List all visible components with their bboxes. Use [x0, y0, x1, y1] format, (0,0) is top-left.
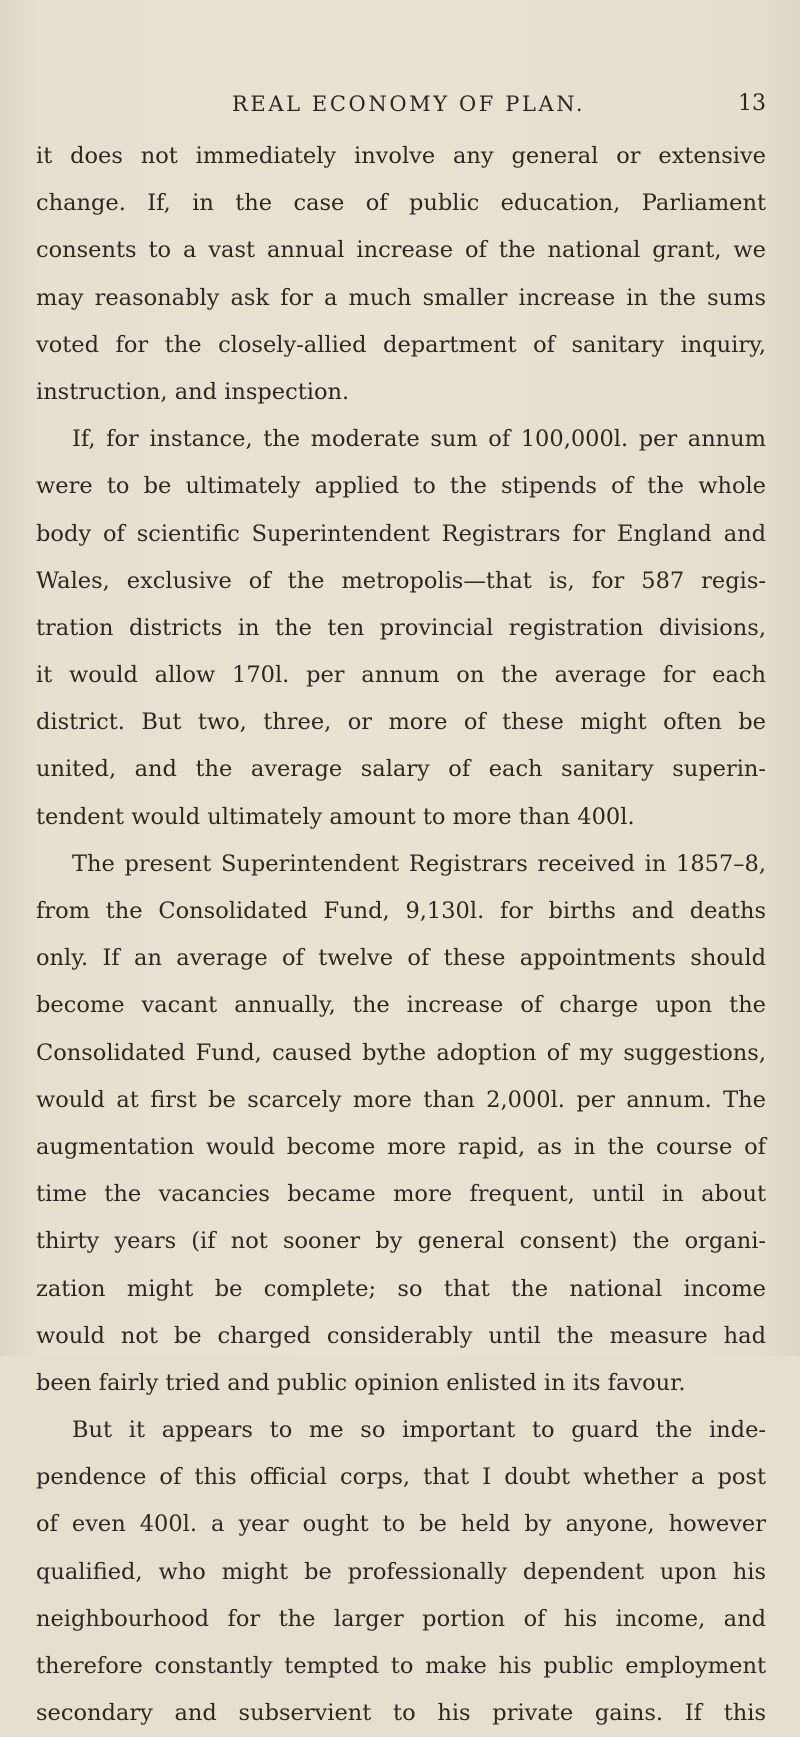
- page-number: 13: [738, 91, 766, 116]
- text-line: Wales, exclusive of the metropolis—that is, for 587 regis-: [36, 567, 766, 594]
- text-line: become vacant annually, the increase of charge upon the: [36, 992, 766, 1019]
- text-line: would at first be scarcely more than 2,000l. per annum. The: [36, 1086, 766, 1113]
- text-line: qualified, who might be professionally dependent upon his: [36, 1558, 766, 1585]
- text-line: neighbourhood for the larger portion of his income, and: [36, 1605, 766, 1632]
- text-line: voted for the closely-allied department of sanitary inquiry,: [36, 331, 766, 358]
- text-line: But it appears to me so important to guard the inde-: [72, 1417, 766, 1444]
- text-line: change. If, in the case of public education, Parliament: [36, 190, 766, 217]
- text-line: The present Superintendent Registrars received in 1857–8,: [72, 850, 766, 877]
- text-line: were to be ultimately applied to the stipends of the whole: [36, 473, 766, 500]
- text-line: zation might be complete; so that the national income: [36, 1275, 766, 1302]
- text-line: only. If an average of twelve of these appointments should: [36, 945, 766, 972]
- text-line: may reasonably ask for a much smaller increase in the sums: [36, 284, 766, 311]
- text-line: If, for instance, the moderate sum of 100,000l. per annum: [72, 426, 766, 453]
- text-line: from the Consolidated Fund, 9,130l. for births and deaths: [36, 898, 766, 924]
- text-line: time the vacancies became more frequent, until in about: [36, 1181, 766, 1208]
- text-line: therefore constantly tempted to make his public employment: [36, 1653, 766, 1679]
- text-line: Consolidated Fund, caused bythe adoption of my suggestions,: [36, 1039, 766, 1066]
- text-line: consents to a vast annual increase of the national grant, we: [36, 237, 766, 264]
- text-line: tendent would ultimately amount to more than 400l.: [36, 803, 635, 830]
- text-line: tration districts in the ten provincial registration divisions,: [36, 614, 766, 641]
- running-title: REAL ECONOMY OF PLAN.: [232, 92, 586, 116]
- text-line: pendence of this official corps, that I doubt whether a post: [36, 1464, 766, 1491]
- text-line: it would allow 170l. per annum on the average for each: [36, 662, 766, 689]
- text-line: secondary and subservient to his private gains. If this: [36, 1700, 766, 1727]
- text-line: it does not immediately involve any general or extensive: [36, 143, 766, 169]
- text-line: united, and the average salary of each sanitary superin-: [36, 756, 766, 783]
- text-line: of even 400l. a year ought to be held by anyone, however: [36, 1511, 766, 1538]
- text-line: been fairly tried and public opinion enlisted in its favour.: [36, 1369, 686, 1396]
- text-line: would not be charged considerably until the measure had: [36, 1322, 766, 1349]
- body-text: [36, 133, 766, 1737]
- text-line: district. But two, three, or more of these might often be: [36, 709, 766, 736]
- text-line: body of scientific Superintendent Registrars for England and: [36, 520, 766, 547]
- text-line: augmentation would become more rapid, as in the course of: [36, 1133, 766, 1160]
- text-line: instruction, and inspection.: [36, 378, 350, 405]
- text-line: thirty years (if not sooner by general consent) the organi-: [36, 1228, 766, 1255]
- running-head: [0, 84, 800, 124]
